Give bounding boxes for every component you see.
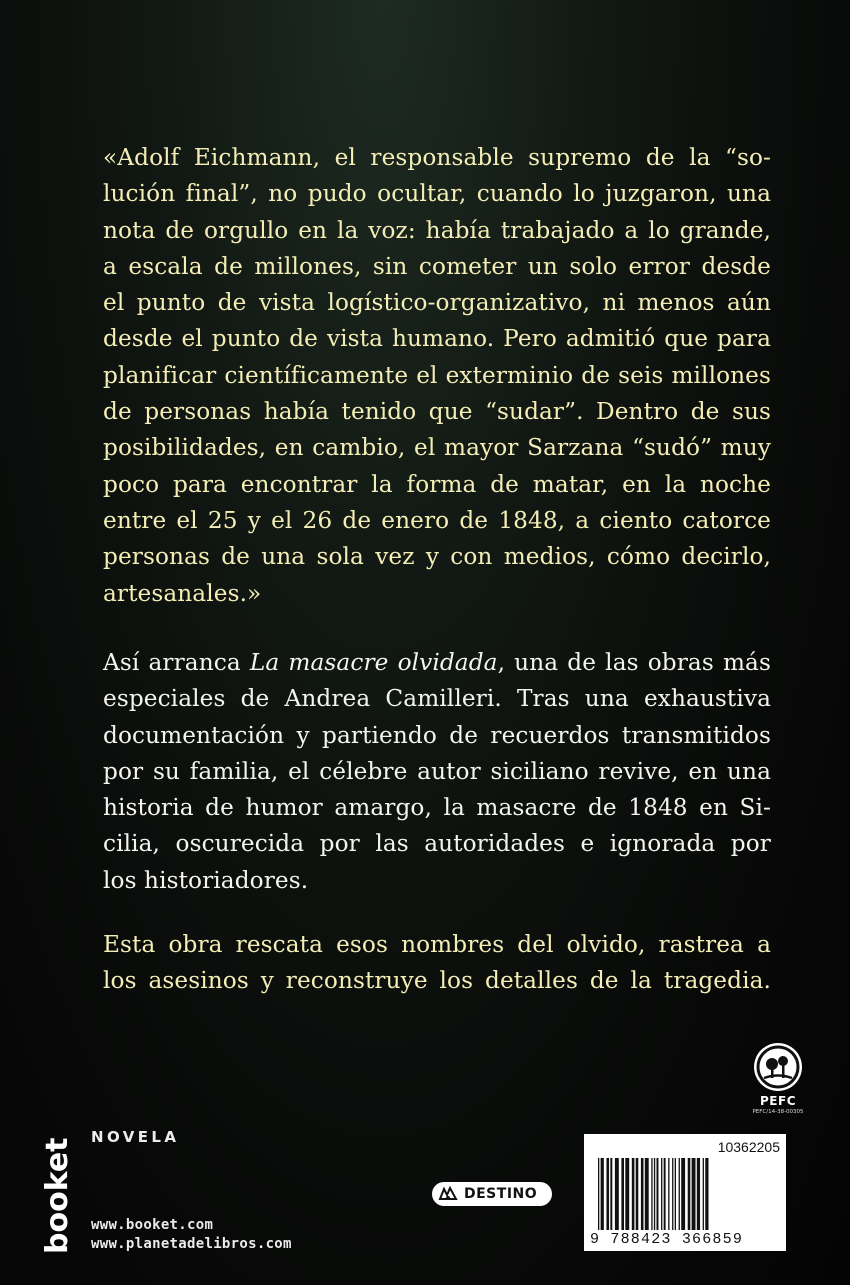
pefc-logo [748,1043,808,1125]
barcode-bar [651,1158,652,1230]
barcode-bar [672,1158,673,1230]
urls [91,1216,292,1254]
isbn-digits: 9 788423 366859 [590,1231,744,1248]
barcode-bar [641,1158,644,1230]
booket-logo [25,1132,80,1257]
barcode [584,1134,786,1251]
barcode-bar [606,1158,609,1230]
barcode-bar [703,1158,704,1230]
quote-line: el punto de vista logístico-organizativo, ni menos aún [103,289,771,317]
pefc-emblem [754,1043,802,1091]
pefc-trees-icon [754,1043,802,1091]
barcode-bar [601,1158,604,1230]
quote-line: a escala de millones, sin cometer un solo error desde [103,252,771,280]
barcode-bar [661,1158,662,1230]
barcode-bar [675,1158,676,1230]
barcode-internal-code: 10362205 [717,1139,780,1155]
quote-line: nota de orgullo en la voz: había trabajado a lo grande, [103,216,771,244]
barcode-bar [705,1158,708,1230]
barcode-bar [625,1158,629,1230]
barcode-bar [636,1158,639,1230]
barcode-bar [688,1158,691,1230]
intro-prefix: Así arranca [103,649,250,676]
closing-line: Esta obra rescata esos nombres del olvido, rastrea a [103,931,771,958]
url-planetadelibros[interactable]: www.planetadelibros.com [91,1236,292,1252]
pefc-code: PEFC/14-38-00305 [752,1109,804,1115]
quote-line: posibilidades, en cambio, el mayor Sarzana “sudó” muy [103,434,771,462]
intro-line: historia de humor amargo, la masacre de 1848 en Si- [103,794,771,822]
quote-line: de personas había tenido que “sudar”. Dentro de sus [103,398,771,426]
url-booket[interactable]: www.booket.com [91,1217,214,1233]
barcode-bar [610,1158,612,1230]
barcode-bar [697,1158,700,1230]
closing-paragraph [103,927,771,1000]
intro-line: especiales de Andrea Camilleri. Tras una exhaustiva [103,685,771,713]
intro-line: cilia, oscurecida por las autoridades e ignorada por [103,830,771,858]
barcode-bar [615,1158,619,1230]
barcode-bar [668,1158,669,1230]
quote-line: artesanales.» [103,579,262,607]
genre-label: NOVELA [91,1128,180,1146]
intro-suffix: , una de las obras más [497,649,771,676]
barcode-bar [632,1158,635,1230]
quote-line: poco para encontrar la forma de matar, en la noche [103,470,771,498]
quote-line: lución final”, no pudo ocultar, cuando lo juzgaron, una [103,180,771,208]
destino-logo-text: DESTINO [464,1186,538,1202]
quote-line: personas de una sola vez y con medios, cómo decirlo, [103,543,771,571]
quote-line: planificar científicamente el exterminio de seis millones [103,361,771,389]
intro-line: documentación y partiendo de recuerdos transmitidos [103,721,771,749]
barcode-bar [645,1158,649,1230]
barcode-bar [598,1158,599,1230]
closing-line: los asesinos y reconstruye los detalles de la tragedia. [103,967,771,995]
barcode-bar [621,1158,624,1230]
barcode-bar [681,1158,685,1230]
quote-paragraph [103,140,771,612]
intro-line [103,645,771,681]
barcode-bar [664,1158,666,1230]
quote-line: entre el 25 y el 26 de enero de 1848, a ciento catorce [103,506,771,534]
booket-logo-text: booket [40,1137,75,1254]
destino-emblem-icon [438,1186,458,1202]
barcode-bar [657,1158,659,1230]
pefc-label: PEFC [760,1094,796,1108]
intro-line: los historiadores. [103,866,309,894]
destino-logo [432,1182,552,1206]
barcode-bar [654,1158,655,1230]
barcode-bar [692,1158,696,1230]
quote-line: desde el punto de vista humano. Pero admitió que para [103,325,771,353]
barcode-bars [590,1158,780,1230]
book-title: La masacre olvidada [249,649,498,676]
intro-line: por su familia, el célebre autor siciliano revive, en una [103,757,771,785]
intro-paragraph [103,645,771,899]
quote-line: «Adolf Eichmann, el responsable supremo de la “so- [103,144,771,171]
barcode-bar [679,1158,680,1230]
